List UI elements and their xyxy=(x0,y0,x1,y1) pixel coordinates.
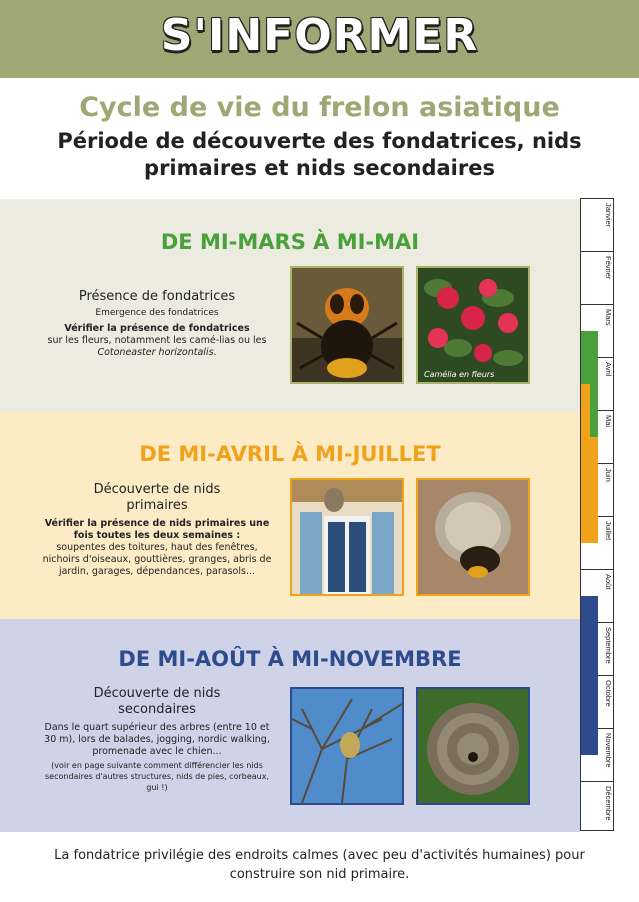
timeline-month-avril xyxy=(581,358,613,411)
timeline-bar-blue xyxy=(581,729,598,755)
timeline-bar-orange xyxy=(581,464,598,517)
timeline-month-septembre xyxy=(581,623,613,676)
section-text xyxy=(42,289,272,359)
month-label: Décembre xyxy=(604,786,613,821)
section-subheading: Emergence des fondatrices xyxy=(95,308,219,318)
section-italic-text: Cotoneaster horizontalis xyxy=(97,347,214,358)
timeline-month-novembre xyxy=(581,729,613,782)
primary-nest-illustration xyxy=(418,480,528,594)
section-body xyxy=(42,518,272,578)
month-label: Septembre xyxy=(604,627,613,664)
timeline-bar-orange xyxy=(581,437,598,464)
section-body-text: sur les fleurs, notamment les camé-lias ou les xyxy=(47,335,267,346)
timeline-month-juillet xyxy=(581,517,613,570)
header-banner xyxy=(0,0,639,78)
banner-title: S'INFORMER xyxy=(160,10,479,61)
hornet-illustration xyxy=(292,268,402,382)
month-timeline xyxy=(580,198,614,831)
timeline-bar-blue xyxy=(581,596,598,623)
section-body-end: . xyxy=(213,347,217,358)
timeline-bar-green xyxy=(581,331,598,358)
timeline-month-janvier xyxy=(581,199,613,252)
section-body-text: soupentes des toitures, haut des fenêtres, nichoirs d'oiseaux, gouttières, granges, abris de jardin, garages, dépendances, parasols... xyxy=(42,542,272,577)
window-nest-illustration xyxy=(292,480,402,594)
section-title: DE MI-AVRIL À MI-JUILLET xyxy=(139,442,441,466)
section-text xyxy=(42,686,272,793)
timeline-bar-blue xyxy=(581,623,598,676)
month-label: Août xyxy=(604,574,613,590)
month-label: Janvier xyxy=(604,203,613,228)
timeline-month-juin xyxy=(581,464,613,517)
secondary-nest-illustration xyxy=(418,689,528,803)
section-text xyxy=(42,482,272,578)
section-bold-text: Vérifier la présence de fondatrices xyxy=(64,323,250,334)
tree-nest-illustration xyxy=(292,689,402,803)
month-label: Octobre xyxy=(604,680,613,707)
timeline-month-decembre xyxy=(581,782,613,831)
section-title: DE MI-AOÛT À MI-NOVEMBRE xyxy=(118,647,462,671)
primary-nest-photo xyxy=(416,478,530,596)
month-label: Juin xyxy=(604,468,613,482)
photo-caption: Camélia en fleurs xyxy=(424,370,495,379)
section-heading: Présence de fondatrices xyxy=(78,289,236,304)
camellia-illustration xyxy=(418,268,528,382)
month-label: Juillet xyxy=(604,521,613,541)
section-body: Dans le quart supérieur des arbres (entre 10 et 30 m), lors de balades, jogging, nordic walking, promenade avec le chien... xyxy=(44,722,270,757)
month-label: Février xyxy=(604,256,613,280)
secondary-nest-photo xyxy=(416,687,530,805)
section-title: DE MI-MARS À MI-MAI xyxy=(160,230,420,254)
section-march-may xyxy=(0,199,580,412)
footer-note: La fondatrice privilégie des endroits calmes (avec peu d'activités humaines) pour construire son nid primaire. xyxy=(54,848,585,882)
timeline-month-fevrier xyxy=(581,252,613,305)
page-subtitle: Période de découverte des fondatrices, nids primaires et nids secondaires xyxy=(57,129,582,180)
tree-nest-photo xyxy=(290,687,404,805)
timeline-month-mai xyxy=(581,411,613,464)
timeline-bar-orange xyxy=(581,384,590,411)
section-heading: Découverte de nids primaires xyxy=(93,482,221,513)
month-label: Mars xyxy=(604,309,613,326)
window-nest-photo xyxy=(290,478,404,596)
section-bold-text: Vérifier la présence de nids primaires une fois toutes les deux semaines : xyxy=(44,518,270,541)
timeline-bar-orange xyxy=(581,517,598,543)
month-label: Novembre xyxy=(604,733,613,768)
timeline-month-aout xyxy=(581,570,613,623)
month-label: Avril xyxy=(604,362,613,377)
section-april-july xyxy=(0,412,580,619)
section-note: (voir en page suivante comment différencier les nids secondaires d'autres structures, nids de pies, corbeaux, gui !) xyxy=(44,761,270,792)
timeline-month-octobre xyxy=(581,676,613,729)
page-title: Cycle de vie du frelon asiatique xyxy=(79,92,560,123)
timeline-bar-blue xyxy=(581,676,598,729)
section-heading: Découverte de nids secondaires xyxy=(93,686,221,717)
hornet-photo xyxy=(290,266,404,384)
section-body xyxy=(42,323,272,359)
section-august-november xyxy=(0,619,580,832)
camellia-photo xyxy=(416,266,530,384)
timeline-month-mars xyxy=(581,305,613,358)
month-label: Mai xyxy=(604,415,613,428)
